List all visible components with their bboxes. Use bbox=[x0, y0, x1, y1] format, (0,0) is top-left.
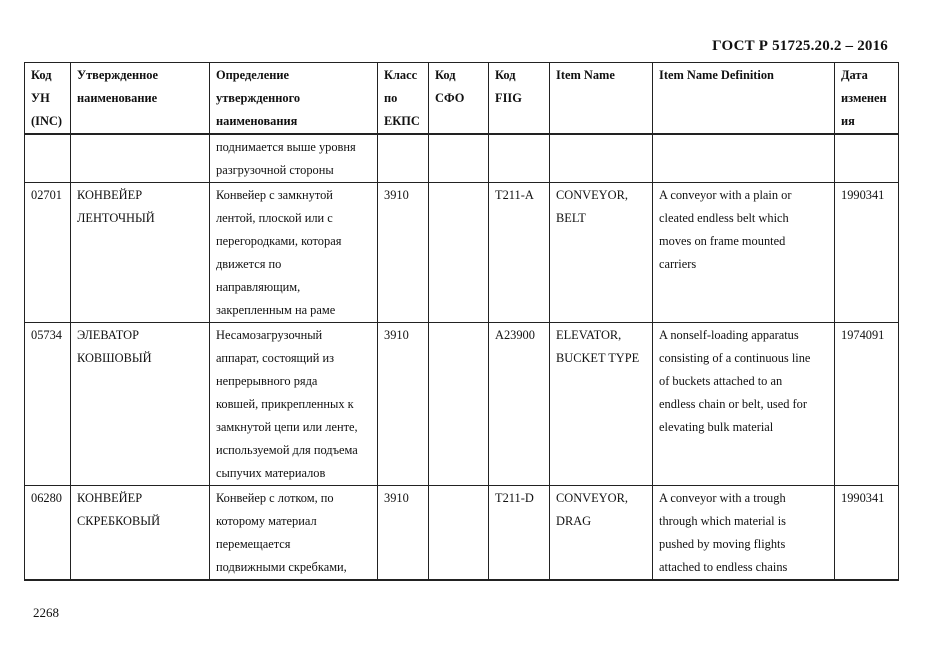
cell-text-line: (INC) bbox=[31, 114, 62, 128]
cell-text-line: наименование bbox=[77, 91, 158, 105]
table-header-row bbox=[25, 63, 899, 135]
cell-text-line: СФО bbox=[435, 91, 465, 105]
cell-text-line: DRAG bbox=[556, 514, 592, 528]
cell-text-line: аппарат, состоящий из bbox=[216, 351, 334, 365]
cell-text-line: непрерывного ряда bbox=[216, 374, 318, 388]
cell-text-line: ЛЕНТОЧНЫЙ bbox=[77, 211, 155, 225]
cell-text-line: Код bbox=[31, 68, 52, 82]
cell-text-line: подвижными скребками, bbox=[216, 560, 347, 574]
cell-fiig-code bbox=[489, 134, 550, 183]
cell-inc-code bbox=[25, 323, 71, 486]
cell-text-line: Конвейер с замкнутой bbox=[216, 188, 333, 202]
cell-text-line: of buckets attached to an bbox=[659, 374, 783, 388]
cell-text-line: cleated endless belt which bbox=[659, 211, 789, 225]
cell-text-line: 1990341 bbox=[841, 491, 885, 505]
cell-text-line: A conveyor with a plain or bbox=[659, 188, 792, 202]
table-body bbox=[25, 134, 899, 580]
cell-text-line: Item Name Definition bbox=[659, 68, 774, 82]
cell-text-line: BELT bbox=[556, 211, 586, 225]
cell-name-definition bbox=[210, 134, 378, 183]
cell-change-date bbox=[835, 323, 899, 486]
cell-fiig-code bbox=[489, 183, 550, 323]
cell-text-line: Утвержденное bbox=[77, 68, 158, 82]
col-header-ekps-class bbox=[378, 63, 429, 135]
cell-text-line: поднимается выше уровня bbox=[216, 140, 356, 154]
cell-text-line: BUCKET TYPE bbox=[556, 351, 640, 365]
cell-text-line: ЭЛЕВАТОР bbox=[77, 328, 139, 342]
cell-text-line: КОНВЕЙЕР bbox=[77, 491, 143, 505]
document-standard-number: ГОСТ Р 51725.20.2 – 2016 bbox=[712, 38, 888, 54]
cell-text-line: ия bbox=[841, 114, 855, 128]
cell-change-date bbox=[835, 134, 899, 183]
cell-name-definition bbox=[210, 486, 378, 581]
cell-ekps-class bbox=[378, 183, 429, 323]
cell-text-line: 3910 bbox=[384, 328, 409, 342]
cell-text-line: 3910 bbox=[384, 491, 409, 505]
cell-sfo-code bbox=[429, 134, 489, 183]
cell-text-line: ковшей, прикрепленных к bbox=[216, 397, 354, 411]
cell-fiig-code bbox=[489, 323, 550, 486]
col-header-inc-code bbox=[25, 63, 71, 135]
cell-sfo-code bbox=[429, 183, 489, 323]
cell-text-line: endless chain or belt, used for bbox=[659, 397, 807, 411]
cell-text-line: используемой для подъема bbox=[216, 443, 358, 457]
cell-text-line: 1990341 bbox=[841, 188, 885, 202]
cell-change-date bbox=[835, 183, 899, 323]
table-row bbox=[25, 486, 899, 581]
cell-item-name bbox=[550, 183, 653, 323]
col-header-item-name bbox=[550, 63, 653, 135]
cell-text-line: 02701 bbox=[31, 188, 62, 202]
cell-name-definition bbox=[210, 323, 378, 486]
cell-text-line: Определение bbox=[216, 68, 290, 82]
cell-text-line: CONVEYOR, bbox=[556, 491, 628, 505]
col-header-fiig-code bbox=[489, 63, 550, 135]
cell-text-line: наименования bbox=[216, 114, 298, 128]
cell-text-line: 3910 bbox=[384, 188, 409, 202]
cell-text-line: 05734 bbox=[31, 328, 62, 342]
cell-item-name bbox=[550, 486, 653, 581]
cell-item-name-definition bbox=[653, 486, 835, 581]
cell-ekps-class bbox=[378, 134, 429, 183]
cell-text-line: Код bbox=[495, 68, 516, 82]
cell-approved-name bbox=[71, 183, 210, 323]
col-header-change-date bbox=[835, 63, 899, 135]
cell-text-line: Конвейер с лотком, по bbox=[216, 491, 334, 505]
cell-text-line: attached to endless chains bbox=[659, 560, 788, 574]
cell-ekps-class bbox=[378, 323, 429, 486]
cell-text-line: направляющим, bbox=[216, 280, 301, 294]
cell-text-line: A conveyor with a trough bbox=[659, 491, 786, 505]
col-header-item-name-definition bbox=[653, 63, 835, 135]
cell-text-line: Класс bbox=[384, 68, 418, 82]
cell-text-line: движется по bbox=[216, 257, 282, 271]
cell-text-line: утвержденного bbox=[216, 91, 301, 105]
cell-item-name bbox=[550, 134, 653, 183]
cell-text-line: carriers bbox=[659, 257, 697, 271]
cell-text-line: перегородками, которая bbox=[216, 234, 342, 248]
cell-text-line: FIIG bbox=[495, 91, 522, 105]
table-row bbox=[25, 183, 899, 323]
cell-text-line: ЕКПС bbox=[384, 114, 420, 128]
cell-text-line: КОНВЕЙЕР bbox=[77, 188, 143, 202]
cell-approved-name bbox=[71, 486, 210, 581]
cell-text-line: pushed by moving flights bbox=[659, 537, 786, 551]
cell-text-line: замкнутой цепи или ленте, bbox=[216, 420, 358, 434]
cell-text-line: которому материал bbox=[216, 514, 317, 528]
cell-text-line: Код bbox=[435, 68, 456, 82]
cell-approved-name bbox=[71, 134, 210, 183]
cell-item-name bbox=[550, 323, 653, 486]
cell-sfo-code bbox=[429, 486, 489, 581]
cell-text-line: T211-A bbox=[495, 188, 534, 202]
cell-sfo-code bbox=[429, 323, 489, 486]
cell-text-line: Item Name bbox=[556, 68, 615, 82]
cell-fiig-code bbox=[489, 486, 550, 581]
cell-text-line: moves on frame mounted bbox=[659, 234, 786, 248]
col-header-sfo-code bbox=[429, 63, 489, 135]
cell-inc-code bbox=[25, 183, 71, 323]
cell-ekps-class bbox=[378, 486, 429, 581]
cell-inc-code bbox=[25, 486, 71, 581]
cell-text-line: A23900 bbox=[495, 328, 535, 342]
cell-text-line: КОВШОВЫЙ bbox=[77, 351, 152, 365]
cell-item-name-definition bbox=[653, 323, 835, 486]
cell-text-line: through which material is bbox=[659, 514, 786, 528]
cell-text-line: 06280 bbox=[31, 491, 62, 505]
cell-text-line: разгрузочной стороны bbox=[216, 163, 334, 177]
cell-text-line: Несамозагрузочный bbox=[216, 328, 323, 342]
table-row bbox=[25, 323, 899, 486]
cell-inc-code bbox=[25, 134, 71, 183]
cell-text-line: УН bbox=[31, 91, 50, 105]
cell-change-date bbox=[835, 486, 899, 581]
cell-text-line: закрепленным на раме bbox=[216, 303, 336, 317]
cell-item-name-definition bbox=[653, 183, 835, 323]
page-number: 2268 bbox=[33, 605, 59, 620]
cell-text-line: перемещается bbox=[216, 537, 291, 551]
item-name-table bbox=[24, 62, 899, 581]
cell-name-definition bbox=[210, 183, 378, 323]
cell-text-line: изменен bbox=[841, 91, 887, 105]
cell-text-line: СКРЕБКОВЫЙ bbox=[77, 514, 161, 528]
cell-text-line: сыпучих материалов bbox=[216, 466, 326, 480]
cell-text-line: elevating bulk material bbox=[659, 420, 774, 434]
cell-text-line: лентой, плоской или с bbox=[216, 211, 333, 225]
cell-text-line: ELEVATOR, bbox=[556, 328, 622, 342]
col-header-name-definition bbox=[210, 63, 378, 135]
table-row bbox=[25, 134, 899, 183]
cell-text-line: Дата bbox=[841, 68, 868, 82]
cell-text-line: A nonself-loading apparatus bbox=[659, 328, 799, 342]
cell-text-line: по bbox=[384, 91, 398, 105]
cell-text-line: consisting of a continuous line bbox=[659, 351, 811, 365]
cell-approved-name bbox=[71, 323, 210, 486]
cell-text-line: 1974091 bbox=[841, 328, 885, 342]
cell-text-line: T211-D bbox=[495, 491, 534, 505]
col-header-approved-name bbox=[71, 63, 210, 135]
cell-item-name-definition bbox=[653, 134, 835, 183]
cell-text-line: CONVEYOR, bbox=[556, 188, 628, 202]
